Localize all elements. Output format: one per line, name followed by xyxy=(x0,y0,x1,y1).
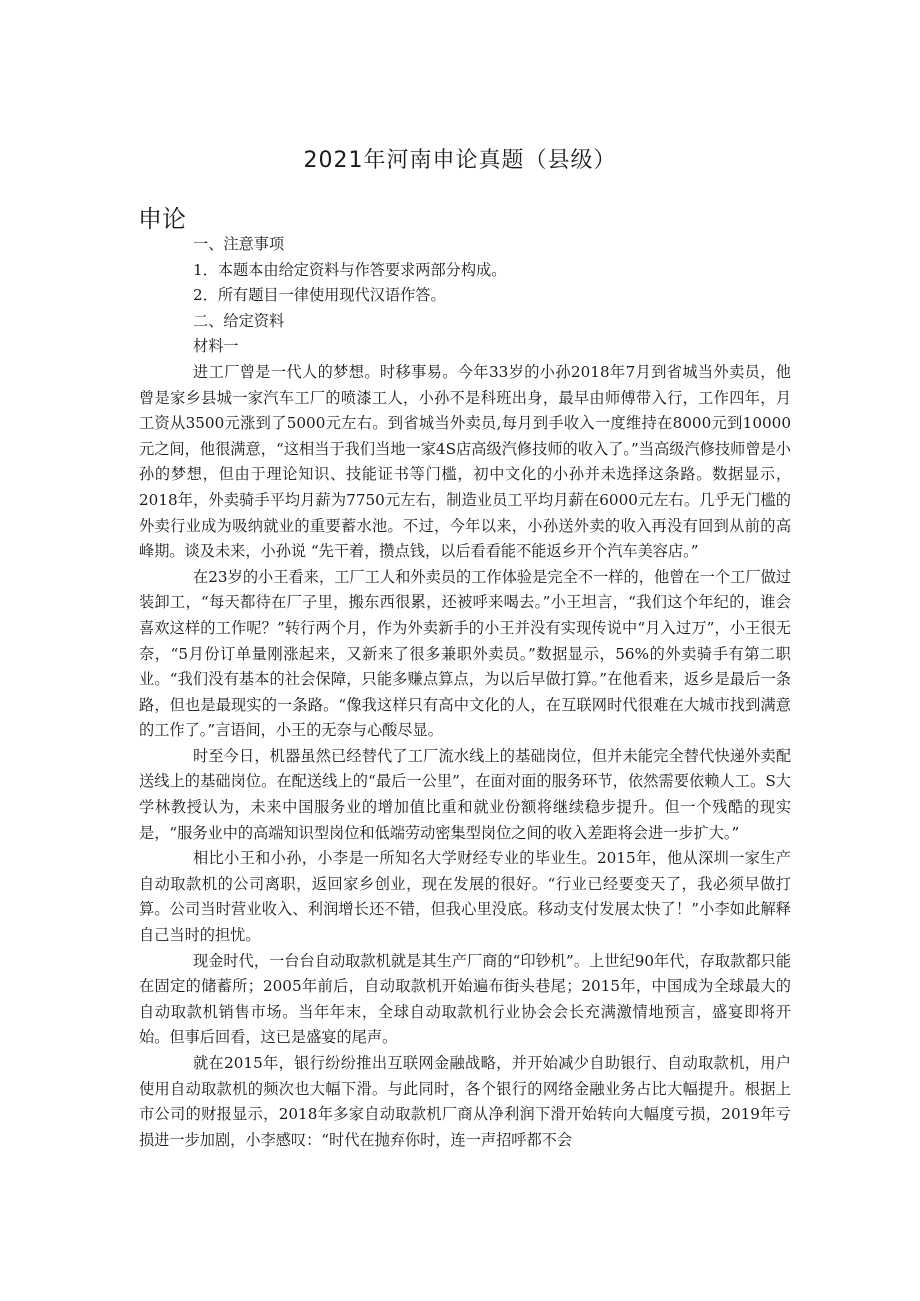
notice-item: 1．本题本由给定资料与作答要求两部分构成。 xyxy=(193,260,507,279)
notice-item: 2．所有题目一律使用现代汉语作答。 xyxy=(193,286,446,305)
material-paragraph: 就在2015年，银行纷纷推出互联网金融战略，并开始减少自助银行、自动取款机，用户使用自动取款机的频次也大幅下滑。与此同时，各个银行的网络金融业务占比大幅提升。根据上市公司的财报显示，2018年多家自动取款机厂商从净利润下滑开始转向大幅度亏损，2019年亏损进一步加剧，小李感叹：“时代在抛弃你时，连一声招呼都不会 xyxy=(139,1054,791,1149)
material-paragraph: 相比小王和小孙，小李是一所知名大学财经专业的毕业生。2015年，他从深圳一家生产自动取款机的公司离职，返回家乡创业，现在发展的很好。“行业已经要变天了，我必须早做打算。公司当时营业收入、利润增长还不错，但我心里没底。移动支付发展太快了！”小李如此解释自己当时的担忧。 xyxy=(139,849,791,945)
material-label: 材料一 xyxy=(193,337,239,356)
notice-heading: 一、注意事项 xyxy=(193,235,285,253)
document-title: 2021年河南申论真题（县级） xyxy=(303,148,617,173)
materials-heading: 二、给定资料 xyxy=(193,311,285,330)
material-paragraph: 时至今日，机器虽然已经替代了工厂流水线上的基础岗位，但并未能完全替代快递外卖配送线上的基础岗位。在配送线上的“最后一公里”，在面对面的服务环节，依然需要依赖人工。S大学林教授认为，未来中国服务业的增加值比重和就业份额将继续稳步提升。但一个残酷的现实是，“服务业中的高端知识型岗位和低端劳动密集型岗位之间的收入差距将会进一步扩大。” xyxy=(139,746,791,842)
document-body xyxy=(139,232,791,1153)
material-paragraph: 现金时代，一台台自动取款机就是其生产厂商的“印钞机”。上世纪90年代，存取款都只能在固定的储蓄所；2005年前后，自动取款机开始遍布街头巷尾；2015年，中国成为全球最大的自动取款机销售市场。当年年末，全球自动取款机行业协会会长充满激情地预言，盛宴即将开始。但事后回看，这已是盛宴的尾声。 xyxy=(139,951,791,1047)
material-paragraph: 进工厂曾是一代人的梦想。时移事易。今年33岁的小孙2018年7月到省城当外卖员，他曾是家乡县城一家汽车工厂的喷漆工人，小孙不是科班出身，最早由师傅带入行，工作四年，月工资从3500元涨到了5000元左右。到省城当外卖员,每月到手收入一度维持在8000元到10000元之间，他很满意，“这相当于我们当地一家4S店高级汽修技师的收入了。”当高级汽修技师曾是小孙的梦想，但由于理论知识、技能证书等门槛，初中文化的小孙并未选择这条路。数据显示，2018年，外卖骑手平均月薪为7750元左右，制造业员工平均月薪在6000元左右。几乎无门槛的外卖行业成为吸纳就业的重要蓄水池。不过，今年以来，小孙送外卖的收入再没有回到从前的高峰期。谈及未来，小孙说 “先干着，攒点钱，以后看看能不能返乡开个汽车美容店。” xyxy=(139,362,791,561)
section-heading: 申论 xyxy=(138,205,186,233)
material-paragraph: 在23岁的小王看来，工厂工人和外卖员的工作体验是完全不一样的，他曾在一个工厂做过装卸工，“每天都待在厂子里，搬东西很累，还被呼来喝去。”小王坦言，“我们这个年纪的，谁会喜欢这样的工作呢？”转行两个月，作为外卖新手的小王并没有实现传说中“月入过万”，小王很无奈，“5月份订单量刚涨起来，又新来了很多兼职外卖员。”数据显示，56%的外卖骑手有第二职业。“我们没有基本的社会保障，只能多赚点算点，为以后早做打算。”在他看来，返乡是最后一条路，但也是最现实的一条路。“像我这样只有高中文化的人，在互联网时代很难在大城市找到满意的工作了。”言语间，小王的无奈与心酸尽显。 xyxy=(139,567,791,740)
